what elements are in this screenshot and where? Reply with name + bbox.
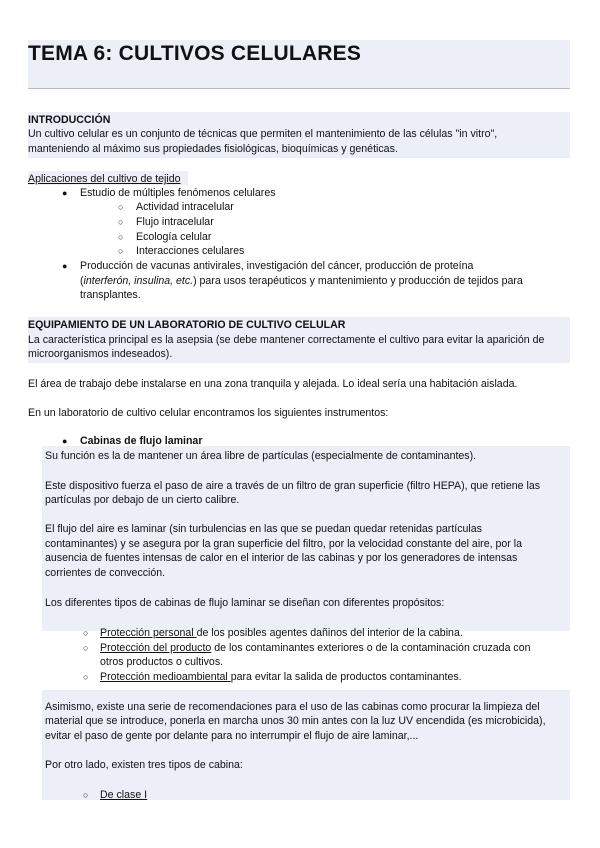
tipo-proteccion-producto-line2: otros productos o cultivos. [100, 656, 224, 668]
item-2-rest: ) para usos terapéuticos y mantenimiento y producción de tejidos para [193, 275, 523, 287]
cabinas-heading: Cabinas de flujo laminar [80, 435, 203, 447]
bullet-icon: ● [62, 261, 68, 271]
cabinas-p3-line2: contaminantes) y se asegura por la gran superficie del filtro, por la velocidad constante del aire, por la [45, 538, 522, 550]
equipamiento-p3: En un laboratorio de cultivo celular encontramos los siguientes instrumentos: [28, 407, 389, 419]
circle-bullet-icon: ○ [83, 628, 89, 638]
tipo-proteccion-producto: Protección del producto de los contaminantes exteriores o de la contaminación cruzada con [100, 642, 531, 654]
sub-item: Ecología celular [136, 231, 212, 243]
circle-bullet-icon: ○ [118, 217, 124, 227]
circle-bullet-icon: ○ [118, 202, 124, 212]
title-divider [28, 88, 570, 89]
cabinas-p3-line3: ausencia de fuentes intensas de calor en el interior de las cabinas y por los generadores de intensas [45, 552, 518, 564]
equipamiento-p1-line2: microorganismos indeseados). [28, 348, 173, 360]
cabinas-p2-line2: partículas por debajo de un cierto calibre. [45, 494, 240, 506]
aplicaciones-heading: Aplicaciones del cultivo de tejido [28, 173, 181, 185]
circle-bullet-icon: ○ [118, 246, 124, 256]
cabinas-p6: Por otro lado, existen tres tipos de cabina: [45, 759, 243, 771]
circle-bullet-icon: ○ [83, 790, 89, 800]
equipamiento-p1-line1: La característica principal es la asepsia (se debe mantener correctamente el cultivo para evitar la aparición de [28, 334, 545, 346]
page-title: TEMA 6: CULTIVOS CELULARES [28, 42, 362, 65]
aplicaciones-item-2-line1: Producción de vacunas antivirales, investigación del cáncer, producción de proteína [80, 260, 474, 272]
bullet-icon: ● [62, 188, 68, 198]
italic-examples: interferón, insulina, etc. [83, 275, 194, 287]
sub-item: Flujo intracelular [136, 216, 214, 228]
cabinas-p5-line1: Asimismo, existe una serie de recomendaciones para el uso de las cabinas como procurar la limpieza del [45, 701, 540, 713]
cabinas-p5-line3: evitar el paso de gente por delante para no interrumpir el flujo de aire laminar,... [45, 730, 419, 742]
circle-bullet-icon: ○ [83, 672, 89, 682]
aplicaciones-item-2-line2: (interferón, insulina, etc.) para usos terapéuticos y mantenimiento y producción de tejidos para [80, 275, 523, 287]
sub-item: Interacciones celulares [136, 245, 245, 257]
circle-bullet-icon: ○ [83, 643, 89, 653]
intro-text-line1: Un cultivo celular es un conjunto de técnicas que permiten el mantenimiento de las células "in vitro", [28, 128, 498, 140]
cabinas-p2-line1: Este dispositivo fuerza el paso de aire a través de un filtro de gran superficie (filtro HEPA), que retiene las [45, 480, 541, 492]
cabinas-p1: Su función es la de mantener un área libre de partículas (especialmente de contaminantes). [45, 450, 477, 462]
cabina-clase-1: De clase I [100, 789, 148, 801]
cabinas-p3-line1: El flujo del aire es laminar (sin turbulencias en las que se puedan quedar retenidas partículas [45, 523, 482, 535]
aplicaciones-item-1: Estudio de múltiples fenómenos celulares [80, 187, 276, 199]
bullet-icon: ● [62, 436, 68, 446]
sub-item: Actividad intracelular [136, 201, 234, 213]
tipo-proteccion-medioambiental: Protección medioambiental para evitar la salida de productos contaminantes. [100, 671, 462, 683]
circle-bullet-icon: ○ [118, 232, 124, 242]
equipamiento-p2: El área de trabajo debe instalarse en una zona tranquila y alejada. Lo ideal sería una habitación aislada. [28, 378, 518, 390]
equipamiento-heading: EQUIPAMIENTO DE UN LABORATORIO DE CULTIVO CELULAR [28, 319, 346, 331]
intro-heading: INTRODUCCIÓN [28, 114, 111, 126]
intro-text-line2: manteniendo al máximo sus propiedades fisiológicas, bioquímicas y genéticas. [28, 143, 398, 155]
tipo-proteccion-personal: Protección personal de los posibles agentes dañinos del interior de la cabina. [100, 627, 463, 639]
cabinas-p5-line2: material que se introduce, ponerla en marcha unos 30 min antes con la luz UV encendida (es microbicida), [45, 715, 546, 727]
cabinas-p4: Los diferentes tipos de cabinas de flujo laminar se diseñan con diferentes propósitos: [45, 597, 445, 609]
cabinas-p3-line4: corrientes de convección. [45, 567, 166, 579]
aplicaciones-item-2-line3: transplantes. [80, 289, 141, 301]
